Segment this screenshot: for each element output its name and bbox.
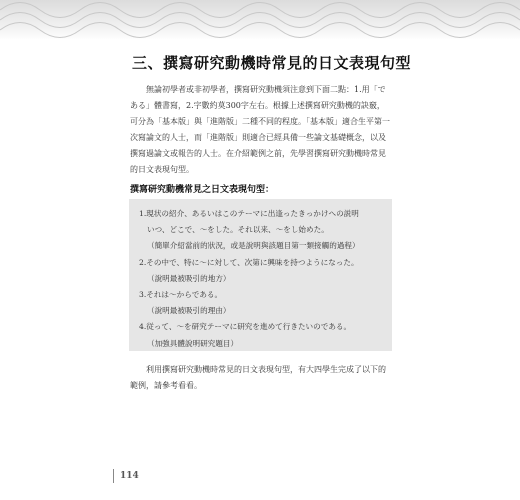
example-line: （說明最被吸引的理由）	[147, 306, 231, 316]
example-line: （加強具體說明研究題目）	[147, 338, 239, 348]
example-line: 4.従って、〜を研究テーマに研究を進めて行きたいのである。	[139, 322, 352, 332]
example-heading: 撰寫研究動機常見之日文表現句型：	[130, 185, 275, 195]
example-box	[129, 199, 392, 351]
header-decoration	[0, 0, 520, 40]
example-line: 2.その中で、特に〜に対して、次第に興味を持つようになった。	[139, 257, 359, 267]
section-title: 三、撰寫研究動機時常見的日文表現句型	[132, 54, 412, 72]
example-line: 3.それは〜からである。	[139, 290, 223, 300]
page-number: 114	[120, 471, 139, 481]
example-line: （簡單介紹當前的狀況，或是說明與該題目第一類接觸的過程）	[147, 241, 360, 251]
page-number-divider	[113, 469, 114, 483]
intro-text: 無論初學者或非初學者，撰寫研究動機須注意到下面二點：1.用「である」體書寫，2.字數約莫300字左右。根據上述撰寫研究動機的訣竅，可分為「基本版」與「進階版」二種不同的程度。「基本版」適合生平第一次寫論文的人士，而「進階版」則適合已經具備一些論文基礎概念，以及撰寫過論文或報告的人士。在介紹範例之前，先學習撰寫研究動機時常見的日文表現句型。	[130, 85, 390, 174]
closing-paragraph	[130, 362, 392, 394]
closing-text: 利用撰寫研究動機時常見的日文表現句型，有大四學生完成了以下的範例，請參考看看。	[130, 365, 386, 390]
example-line: いつ、どこで、〜をした。それ以来、〜をし始めた。	[147, 225, 329, 235]
example-line: （說明最被吸引的地方）	[147, 273, 231, 283]
example-line: 1.現状の紹介、あるいはこのテーマに出逢ったきっかけへの説明	[139, 209, 359, 218]
pattern-decoration	[0, 0, 520, 40]
intro-paragraph	[130, 82, 392, 178]
